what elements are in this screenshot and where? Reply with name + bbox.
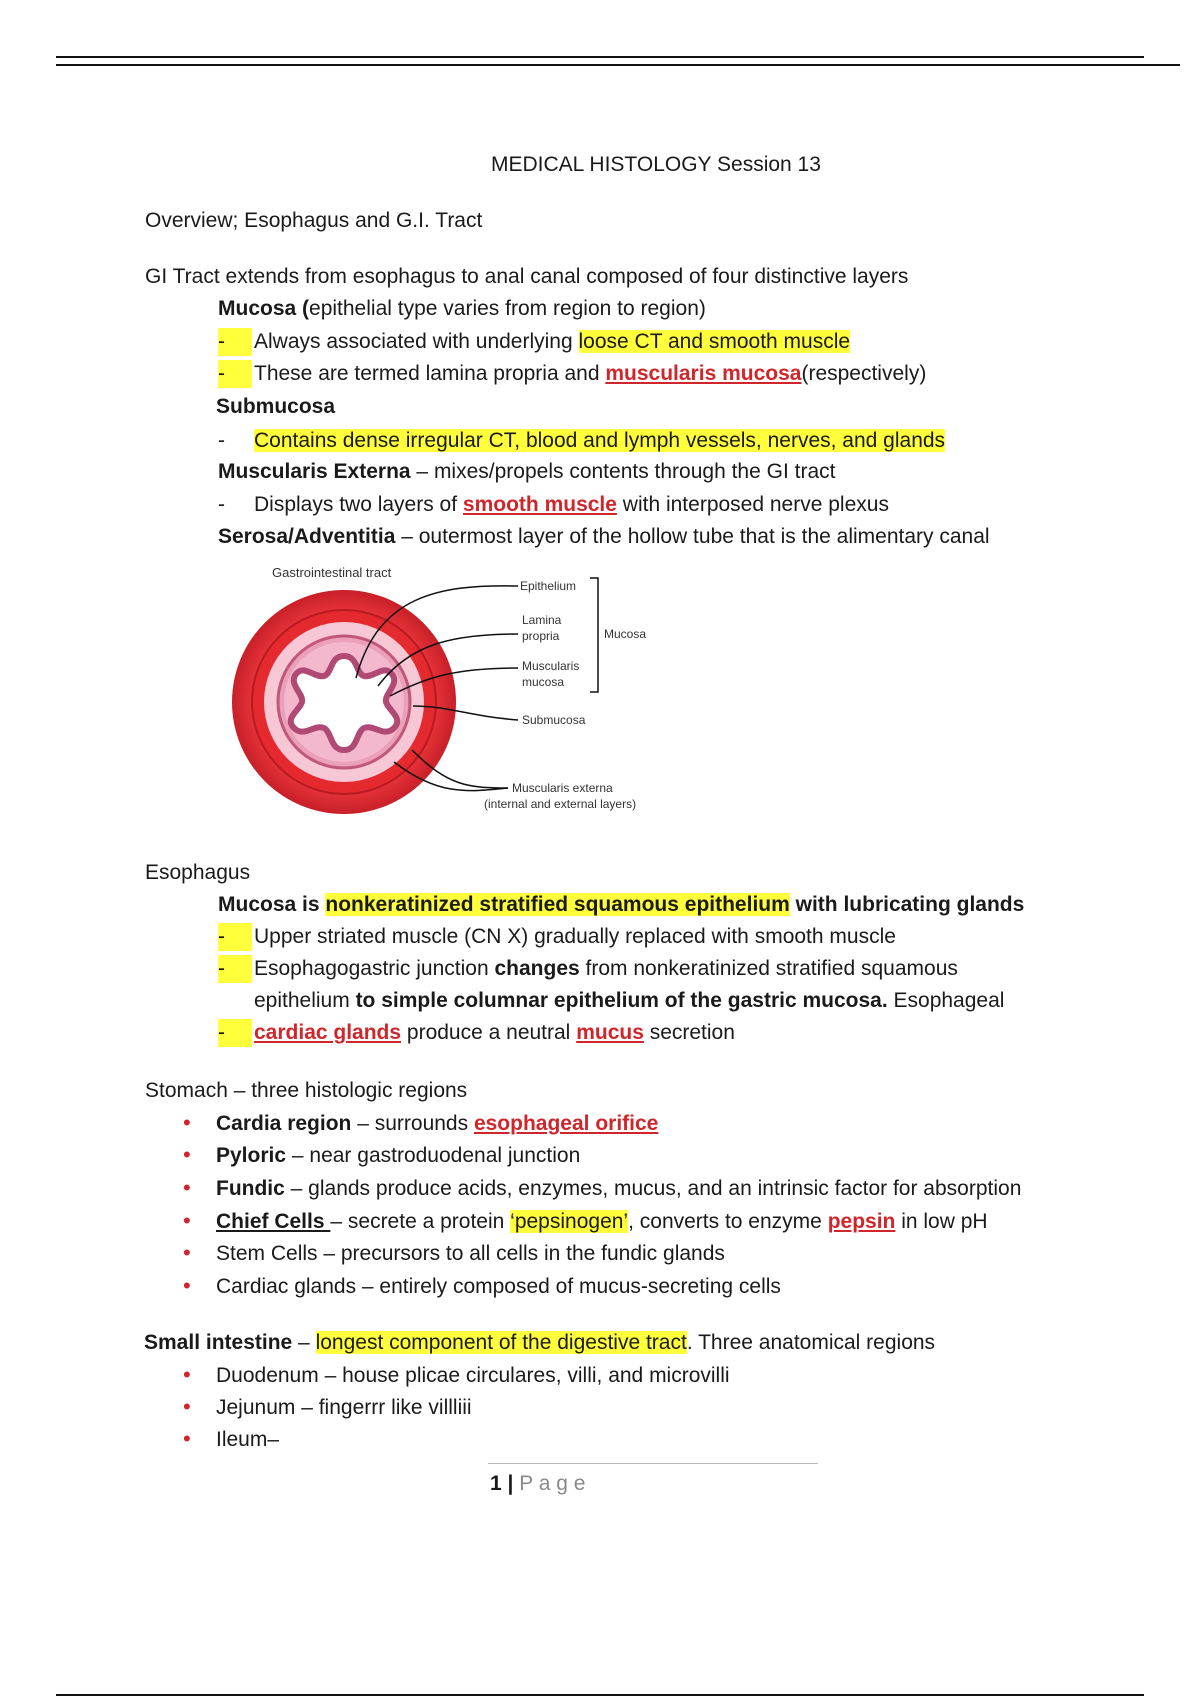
page-label: P a g e [519,1472,586,1495]
gi-mucosa-bullet-2 [218,360,926,388]
bullet-dot: • [183,1394,191,1419]
footer-rule [488,1463,818,1464]
item-text: – glands produce acids, enzymes, mucus, and an intrinsic factor for absorption [284,1177,1022,1200]
bullet-text: Always associated with underlying [254,330,579,353]
esophagus-heading: Esophagus [145,861,251,884]
label-submucosa: Submucosa [522,713,586,727]
dash-marker: - [218,429,225,452]
esophagus-bullet-3 [218,1019,735,1047]
stomach-item-chief-cells [216,1208,988,1236]
bold-text: Chief Cells [216,1210,331,1233]
gi-muscularis-line [218,458,835,486]
bullet-text: secretion [643,1021,735,1044]
bullet-dot: • [183,1362,191,1387]
bullet-text: produce a neutral [401,1021,577,1044]
highlighted-text: ‘pepsinogen’ [510,1210,629,1233]
page-footer [490,1470,585,1498]
small-intestine-heading [144,1329,935,1357]
gi-muscularis-bullet [218,491,889,519]
bullet-text: (respectively) [801,362,927,385]
item-text: – surrounds [351,1112,474,1135]
label-lamina-2: propria [522,629,560,643]
small-intestine-item-jejunum: Jejunum – fingerrr like villliii [216,1396,472,1419]
dash-marker: - [218,493,225,516]
stomach-item-stem-cells: Stem Cells – precursors to all cells in the fundic glands [216,1242,725,1265]
bullet-dot: • [183,1110,191,1135]
bullet-text: These are termed lamina propria and [254,362,606,385]
label-muscularis-1: Muscularis [522,659,580,673]
heading-text: . Three anatomical regions [686,1331,936,1354]
label-mucosa: Mucosa [604,627,647,641]
bold-text: Fundic [216,1177,285,1200]
gi-tract-cross-section-diagram [218,556,658,826]
highlighted-text: loose CT and smooth muscle [578,330,851,353]
bullet-dot: • [183,1240,191,1265]
gi-mucosa-bullet-1 [218,328,850,356]
item-text: – secrete a protein [330,1210,511,1233]
bold-text: Cardia region [216,1112,352,1135]
mucosa-bracket [590,578,598,692]
gi-mucosa-heading: Mucosa ( [218,297,310,320]
gi-serosa-heading: Serosa/Adventitia [218,525,396,548]
dash-marker: - [218,923,252,951]
gi-serosa-desc: – outermost layer of the hollow tube that is the alimentary canal [395,525,990,548]
bullet-text: with interposed nerve plexus [616,493,889,516]
esophagus-bullet-2-cont [254,987,1004,1015]
bold-text: changes [494,957,580,980]
bullet-text: Esophageal [887,989,1005,1012]
gi-mucosa-line [218,295,706,323]
red-term: muscularis mucosa [605,362,802,385]
red-term: pepsin [827,1210,896,1233]
gi-submucosa-heading: Submucosa [216,395,336,418]
item-text: in low pH [895,1210,988,1233]
footer-bottom-rule [56,1694,1144,1696]
small-intestine-item-ileum: Ileum– [216,1428,280,1451]
bullet-text: Displays two layers of [254,493,463,516]
highlighted-text: longest component of the digestive tract [315,1331,687,1354]
item-text: , converts to enzyme [628,1210,828,1233]
label-muscularis-2: mucosa [522,675,565,689]
page-number: 1 [490,1472,502,1495]
item-text: – near gastroduodenal junction [286,1144,581,1167]
bold-text: to simple columnar epithelium of the gastric mucosa. [355,989,888,1012]
bold-text: Small intestine [144,1331,293,1354]
esophagus-bullet-1 [218,923,896,951]
bold-text: Pyloric [216,1144,287,1167]
red-term: smooth muscle [462,493,617,516]
stomach-item-fundic [216,1175,1021,1203]
dash-marker: - [218,328,252,356]
bullet-dot: • [183,1273,191,1298]
gi-serosa-line [218,523,990,551]
red-term: mucus [576,1021,644,1044]
gi-muscularis-desc: – mixes/propels contents through the GI tract [410,460,836,483]
header-rule-bottom [56,64,1180,66]
label-lamina-1: Lamina [522,613,562,627]
gi-mucosa-desc: epithelial type varies from region to region) [309,297,706,320]
bullet-text: Upper striated muscle (CN X) gradually replaced with smooth muscle [254,925,896,948]
highlighted-text: nonkeratinized stratified squamous epithelium [325,893,790,916]
highlighted-text: Contains dense irregular CT, blood and lymph vessels, nerves, and glands [254,429,946,452]
esophagus-mucosa-line [218,891,1024,919]
label-muscularis-externa-2: (internal and external layers) [484,797,637,811]
small-intestine-item-duodenum: Duodenum – house plicae circulares, villi, and microvilli [216,1364,730,1387]
dash-marker: - [218,955,252,983]
bullet-text: Esophagogastric junction [254,957,495,980]
dash-marker: - [218,360,252,388]
page-title: MEDICAL HISTOLOGY Session 13 [491,153,821,176]
heading-text: – [292,1331,316,1354]
stomach-heading: Stomach – three histologic regions [145,1079,468,1102]
gi-intro: GI Tract extends from esophagus to anal canal composed of four distinctive layers [145,265,909,288]
red-term: cardiac glands [254,1021,402,1044]
stomach-item-cardiac-glands: Cardiac glands – entirely composed of mucus-secreting cells [216,1275,781,1298]
label-muscularis-externa-1: Muscularis externa [512,781,613,795]
stomach-item-cardia [216,1110,658,1138]
gi-muscularis-heading: Muscularis Externa [218,460,411,483]
bold-text: Mucosa is [218,893,326,916]
stomach-item-pyloric [216,1142,580,1170]
footer-separator: | [501,1472,520,1495]
bullet-dot: • [183,1142,191,1167]
bullet-text: from nonkeratinized stratified squamous [579,957,958,980]
header-rule-top [56,56,1144,58]
bullet-dot: • [183,1426,191,1451]
gi-submucosa-bullet [218,427,945,455]
diagram-title: Gastrointestinal tract [272,565,392,580]
bullet-dot: • [183,1175,191,1200]
label-epithelium: Epithelium [520,579,577,593]
bullet-text: epithelium [254,989,356,1012]
page-subtitle: Overview; Esophagus and G.I. Tract [145,209,483,232]
esophagus-bullet-2 [218,955,958,983]
red-term: esophageal orifice [473,1112,659,1135]
bold-text: with lubricating glands [789,893,1025,916]
bullet-dot: • [183,1208,191,1233]
dash-marker: - [218,1019,252,1047]
